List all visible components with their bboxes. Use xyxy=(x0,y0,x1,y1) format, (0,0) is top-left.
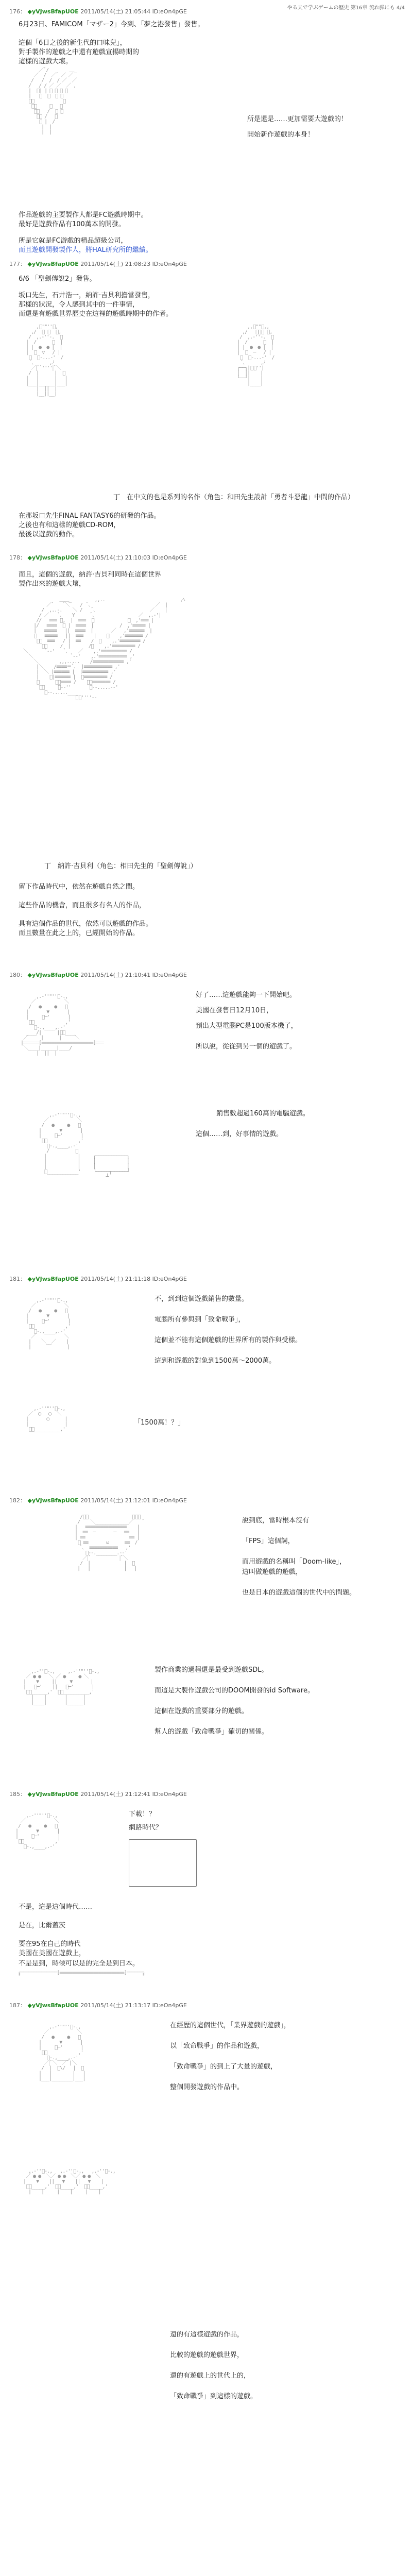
post-text: 開始新作遊戲的本身！ xyxy=(247,131,315,139)
ascii-art-yaruo-gun: ,.-''"''ﾞ-., ／ ＼ / ● ● ﾞ | ▼ | | ﾞ─' | ﾞ､ ,' ﾞ-.,____,.-' ____/| |ﾞ＼____ ／ | | ＼ |══════[====================]═══ ＼____|______|____/ | || | xyxy=(21,994,104,1056)
post-text: 對手製作的遊戲之中還有遊戲宣揚時期的 xyxy=(19,48,140,56)
post-text: 而還是有遊戲世界歷史在這裡的遊戲時期中的作者。 xyxy=(19,310,173,318)
post-number: 178： xyxy=(9,554,26,561)
post-text: 坂口先生，石井浩一，納許·吉貝利擔當發售， xyxy=(19,292,155,299)
post-meta: 2011/05/14(土) 21:05:44 ID:eOn4pGE xyxy=(80,8,187,15)
post-header xyxy=(9,2001,187,2009)
post-text: 這個並不能有這個遊戲的世界所有的製作與受樣。 xyxy=(154,1336,302,1344)
post-header xyxy=(9,971,187,979)
post-text: 之後也有和這樣的遊戲CD-ROM， xyxy=(19,521,121,529)
poster-name[interactable]: ◆yVJwsBfapUOE xyxy=(27,261,79,267)
post-178 xyxy=(0,551,412,958)
post-text: 「致命戰爭」的到上了大量的遊戲， xyxy=(170,2063,278,2071)
post-text: 「致命戰爭」到這樣的遊戲。 xyxy=(170,2393,258,2400)
post-meta: 2011/05/14(土) 21:10:41 ID:eOn4pGE xyxy=(80,972,187,978)
ascii-art-character-left: ,ﾟ""''ﾟ, ,/ ﾟ ﾟ ﾞ, / ,.-''-. ﾞ | / ﾞ | | | ● ● | | | ﾞ ▽ / | ﾞ ﾞ-...-' / ﾞ､ ,ﾉ ／|ﾞﾞ''''|ﾞ＼ / | | ﾞ | | | | |___|______|___| | || | |__||__| xyxy=(26,324,67,397)
ascii-art-dragon-scene: ＿＿_ ,,.. ,ﾍ ／ﾞ ﾞ＼ / ﾞ､ ／ | / ,..-. ＼ / ﾞ､ ／ | / ／ ﾞ､ Y ﾞ､ ／ ,.-'| // ≡≡≡ ﾞ, | ≡≡≡ ﾞ ／ ,'≡≡≡ | |/ ≡≡≡≡ ﾞ | ≡≡≡≡ | / ,'≡≡≡≡≡ | | ≡≡≡≡≡ || ≡≡≡≡ | ／ ,'≡≡≡≡≡≡ | ﾞ ≡≡≡≡≡ || ≡≡≡ | ／ ,'≡≡≡≡≡≡≡ / ﾞ､ ≡≡≡ / | ≡≡ / ／ ,.'≡≡≡≡≡≡≡≡ / ﾞ､ / | /／ ,.'≡≡≡≡≡≡≡≡≡ / ＼ ﾞ--' ﾞ､ ／ ,.'≡≡≡≡≡≡≡≡≡≡ / ＼ ﾞ--' ,.'≡≡≡≡≡≡≡≡≡≡≡ ,' ＼ ,,,..... /≡≡≡≡≡≡≡≡≡≡≡≡ ,' |＼ /≡≡≡≡≡ﾞ､ |≡≡≡≡≡≡≡≡≡≡≡ ,' | ＼ |≡≡≡≡≡≡ | |≡≡≡≡≡≡≡≡≡≡ ,' | ﾞ|≡≡≡≡≡≡ | ﾞ≡≡≡≡≡≡≡≡≡ / ﾞ ﾞ､≡≡≡≡ / ﾞ､≡≡≡≡≡≡≡ / ﾞ、 ﾞ--'' ﾞ--.....--' ﾞ--......____ ﾞﾞ''''-- xyxy=(23,597,185,701)
post-text: 製作商業的過程還是最受到遊戲SDL。 xyxy=(154,1666,268,1674)
ascii-art-cat-character: /ﾞ＼ ／ﾞ＼ / ＼_____________／ ﾞ | ≡≡≡≡≡≡≡≡≡≡≡≡≡≡≡≡ | | ≡≡ ─ ─ ≡≡ | | ≡≡ ≡≡ | ﾞ ≡≡ ω ≡≡ / ﾞ､ ≡≡≡≡≡≡≡≡≡≡≡ ,' ﾞ--.________.--' ／|ﾞ |ﾞ＼ / | | ﾞ | | | | xyxy=(75,1514,145,1571)
ascii-art-gun: ╔══════════════[=========================]══════╗ xyxy=(18,1970,145,1976)
post-text: 最好是遊戲作品有100萬本的開發。 xyxy=(19,221,125,228)
post-text: 不，到到這個遊戲銷售的數量。 xyxy=(154,1295,249,1303)
post-182 xyxy=(0,1494,412,1783)
post-header xyxy=(9,1275,187,1283)
post-text: 「FPS」這個詞， xyxy=(242,1537,295,1545)
post-number: 182： xyxy=(9,1497,26,1504)
ascii-art-character-surprised: ,.-''"''ﾞ-., ／ ◯ ◯ ＼ | ○ | | | ﾞ､__________,' xyxy=(26,1406,67,1432)
poster-name[interactable]: ◆yVJwsBfapUOE xyxy=(27,972,79,978)
ascii-art-hand: ／ﾞ/ ＿_ ／ / ／ﾞ ／ ／ / / / / ／ ／ / / / ／ ／ ／ , | ﾞ| | ／ ／ ／ ／ | ﾞ ﾞ ／ ／ ﾞ､ ﾞ ﾞ､ ＿_ ／ ﾞ､ / ﾞ ／ ﾞ､ / ／ ﾞ | / | | | | xyxy=(26,67,77,135)
post-number: 176： xyxy=(9,8,26,15)
post-177 xyxy=(0,258,412,546)
post-text: 而這是大製作遊戲公司的DOOM開發的id Software。 xyxy=(154,1687,314,1694)
post-text: 而且，這個的遊戲，納許·吉貝利同時在這個世界 xyxy=(19,571,162,579)
post-180 xyxy=(0,969,412,1267)
post-text: 在經歷的這個世代，「業界遊戲的遊戲」， xyxy=(170,2022,291,2029)
post-text: 具有這個作品的世代，依然可以遊戲的作品。 xyxy=(19,920,153,928)
post-header xyxy=(9,553,187,562)
post-text: 「1500萬！？」 xyxy=(134,1419,185,1427)
post-text: 6月23日、FAMICOM「マザー2」今到、「夢之港發售」發售。 xyxy=(19,21,204,28)
post-text: 要在95在自己的時代 xyxy=(19,1940,81,1948)
post-176 xyxy=(0,5,412,254)
post-187 xyxy=(0,1999,412,2576)
post-text: 而用遊戲的名稱叫「Doom-like」， xyxy=(242,1558,347,1566)
post-header xyxy=(9,1496,187,1504)
screen-box xyxy=(129,1839,197,1887)
post-text: 美國在發售日12月10日， xyxy=(196,1007,273,1014)
post-text: 還的有遊戲上的世代上的， xyxy=(170,2372,251,2380)
post-caption: 丁 在中文的也是系列的名作（角色：和田先生設計「勇者斗惡龍」中間的作品） xyxy=(113,494,355,501)
post-text: 而且遊戲開發製作人，將HAL研究所的繼續。 xyxy=(19,246,152,254)
post-text: 電腦所有參與到「致命戰爭」， xyxy=(154,1316,245,1324)
post-185 xyxy=(0,1788,412,1984)
poster-name[interactable]: ◆yVJwsBfapUOE xyxy=(27,1276,79,1282)
post-181 xyxy=(0,1273,412,1489)
poster-name[interactable]: ◆yVJwsBfapUOE xyxy=(27,1791,79,1798)
ascii-art-character-computer: ,.-''"''ﾞ-., ／ ＼ / ● ● ﾞ | ▼ | | ﾞ─' | ﾞ､ ,' ﾞ-.,____,.-' / ﾞ | | ┌────────────┐ | | │ │ | | │ │ ﾞ____________' └─────┬──────┘ ┴ xyxy=(39,1112,130,1180)
post-text: 6/6 「聖劍傳說2」發售。 xyxy=(19,275,96,283)
post-text: 也是日本的遊戲這個的世代中的問題。 xyxy=(242,1589,356,1597)
post-text: 好了……這遊戲能夠一下開始吧。 xyxy=(196,991,297,999)
post-text: 所以說，從從到另一個的遊戲了。 xyxy=(196,1043,297,1050)
post-text: 說到底，當時根本沒有 xyxy=(242,1517,310,1524)
post-text: 這個「6日之後的新生代的口味兒」， xyxy=(19,39,127,47)
post-text: 作品遊戲的主要製作人都是FC遊戲時期中。 xyxy=(19,211,148,219)
post-text: 還的有這樣遊戲的作品， xyxy=(170,2331,244,2338)
post-text: 下載！？ xyxy=(129,1810,156,1818)
post-text: 以「致命戰爭」的作品和遊戲， xyxy=(170,2042,264,2050)
post-text: 網路時代？ xyxy=(129,1824,163,1832)
post-text: 整個開發遊戲的作品中。 xyxy=(170,2083,244,2091)
post-text: 比較的遊戲的遊戲世界， xyxy=(170,2351,244,2359)
ascii-art-character-thinking: ,.-''"''ﾞ-., ／ ＼ / ● ● ﾞ | ▼ | | ﾞ─' | ﾞ､ ,' ﾞ-.,____,.-' xyxy=(15,1813,60,1850)
post-text: 這叫做遊戲的遊戲， xyxy=(242,1568,303,1576)
post-header xyxy=(9,1790,187,1798)
post-text: 幫人的遊戲「致命戰爭」確切的關係。 xyxy=(154,1728,269,1736)
post-text: 這個……到，好事情的遊戲。 xyxy=(196,1130,283,1138)
post-meta: 2011/05/14(土) 21:12:41 ID:eOn4pGE xyxy=(80,1791,187,1798)
post-text: 丁 納許·吉貝利（角色：相田先生的「聖劍傳說」） xyxy=(44,862,197,870)
poster-name[interactable]: ◆yVJwsBfapUOE xyxy=(27,554,79,561)
ascii-art-characters-pair: ,.-''ﾞ-., ,.-''"''ﾞ-., ／ ● ● ＼ ／ ● ● ＼ | ▼ || ▼ | | ﾞ─' || ﾞ─' | ﾞ､______,' ﾞ､__________,' | | | | |____| |______| xyxy=(23,1669,99,1705)
post-meta: 2011/05/14(土) 21:12:01 ID:eOn4pGE xyxy=(80,1497,187,1504)
post-text: 最後以遊戲的動作。 xyxy=(19,531,79,538)
post-meta: 2011/05/14(土) 21:13:17 ID:eOn4pGE xyxy=(80,2002,187,2009)
post-text: 所是還是……更加需要大遊戲的！ xyxy=(247,115,348,123)
poster-name[interactable]: ◆yVJwsBfapUOE xyxy=(27,2002,79,2009)
post-text: 留下作品時代中，依然在遊戲自然之間。 xyxy=(19,883,140,891)
post-text: 所是它就是FC游戲的精品超級公司， xyxy=(19,237,128,245)
post-text: 而且數量在此之上的，已經開始的作品。 xyxy=(19,929,140,937)
post-text: 這些作品的機會，而且很多有名人的作品， xyxy=(19,902,146,909)
post-meta: 2011/05/14(土) 21:11:18 ID:eOn4pGE xyxy=(80,1276,187,1282)
page-header: やる夫で学ぶゲームの歴史 第16章 流れ弾にも 4/4 xyxy=(287,5,405,11)
post-text: 美國在美國在遊戲上， xyxy=(19,1950,86,1957)
post-text: 銷售數超過160萬的電腦遊戲。 xyxy=(216,1110,310,1117)
post-number: 187： xyxy=(9,2002,26,2009)
post-number: 181： xyxy=(9,1276,26,1282)
post-text: 這樣的遊戲大壞。 xyxy=(19,58,73,65)
post-number: 180： xyxy=(9,972,26,978)
post-header xyxy=(9,7,187,15)
ascii-art-character-right: ,,ﾟ""ﾟ,, ,/ ﾞ＼ﾞ ﾞ, / ,.-''-. ﾞ | / ﾞ | | | ● ● | | | ﾞ ─ / | ﾞ ﾞ-...-' / ﾞ､ ,ﾉ ┌──┐|ﾞﾞ''| │ │| | └──┘| | |____| xyxy=(237,324,274,386)
post-text: 預出大型電腦PC是100版本機了， xyxy=(196,1022,298,1030)
ascii-art-crowd: ,.-''ﾞ-., ,.-''ﾞ-., ,.-''ﾞ-., ／ ● ● ＼／ ● ● ＼／ ● ● ＼ | ▼ || ▼ || ▼ | ﾞ､_____,' ﾞ､_____,' ﾞ､_____,' | | | | | | xyxy=(23,2168,115,2195)
post-text: 不是是到，時候可以是的完全是到日本。 xyxy=(19,1960,140,1968)
poster-name[interactable]: ◆yVJwsBfapUOE xyxy=(27,8,79,15)
post-number: 177： xyxy=(9,261,26,267)
post-text: 在那坂口先生FINAL FANTASY6的研發的作品。 xyxy=(19,512,161,520)
post-text: 這個在遊戲的重要部分的遊戲。 xyxy=(154,1707,249,1715)
post-number: 185： xyxy=(9,1791,26,1798)
post-meta: 2011/05/14(土) 21:08:23 ID:eOn4pGE xyxy=(80,261,187,267)
ascii-art-character-suit: ,.-''"''ﾞ-., ／ ＼ / ● ● ﾞ | ▼ | | ﾞ─' | ﾞ､ ,' ﾞ-.,____,.-' ／|ﾞ＼ ／ﾞ|＼ / | ﾞ\/ | ﾞ | | | | |___|________|___| xyxy=(39,2024,85,2081)
post-meta: 2011/05/14(土) 21:10:03 ID:eOn4pGE xyxy=(80,554,187,561)
post-text: 那樣的狀況，令人感到其中的一件事情， xyxy=(19,301,140,309)
post-text: 是在，比爾蓋茨 xyxy=(19,1922,66,1929)
post-text: 這到和遊戲的對象到1500萬～2000萬。 xyxy=(154,1357,276,1365)
post-text: 不是，這是這個時代…… xyxy=(19,1903,93,1911)
post-header xyxy=(9,260,187,268)
poster-name[interactable]: ◆yVJwsBfapUOE xyxy=(27,1497,79,1504)
ascii-art-character-gesture: ,.-''"''ﾞ-., ／ ＼ / ● ● ﾞ | ▼ | | ﾞ─' | ﾞ､ ,' ﾞ-.,____,.-' ／ ＼ | ＼__／ | | | xyxy=(26,1298,71,1350)
post-text: 製作出來的遊戲大壞， xyxy=(19,580,86,588)
